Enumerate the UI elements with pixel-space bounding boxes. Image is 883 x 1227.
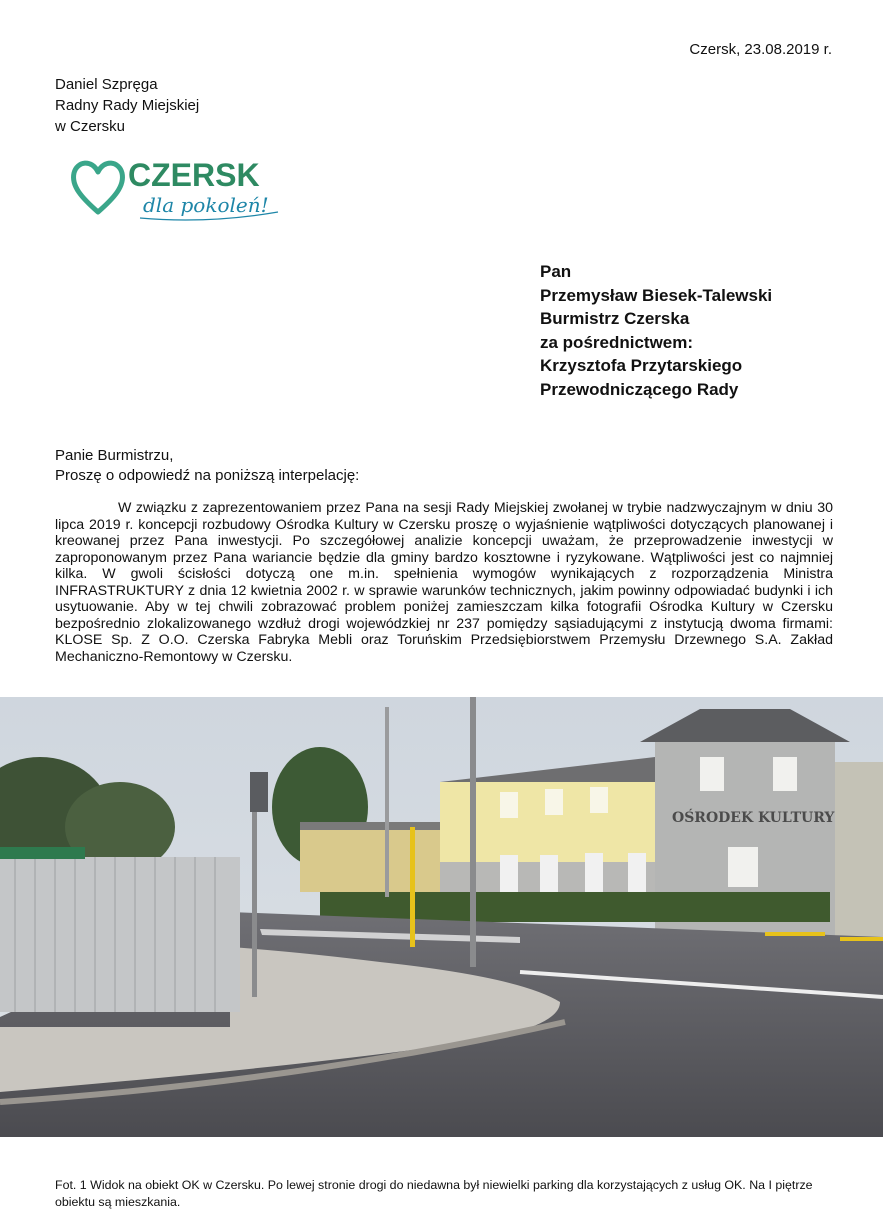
recipient-title: Pan (540, 262, 572, 281)
body-paragraph: W związku z zaprezentowaniem przez Pana na sesji Rady Miejskiej zwołanej w trybie nadzwyczajnym w dniu 30 lipca 2019 r. koncepcji rozbudowy Ośrodka Kultury w Czersku proszę o wyjaśnienie wątpliwości dotyczących planowanej i kreowanej przez Pana inwestycji. Po szczegółowej analizie koncepcji uważam, że przeprowadzenie inwestycji w zaproponowanym przez Pana wariancie będzie dla gminy bardzo kosztowne i ryzykowane. Wątpliwości jest co najmniej kilka. W gwoli ścisłości dotyczą one m.in. spełnienia wymogów wynikających z rozporządzenia Ministra INFRASTRUKTURY z dnia 12 kwietnia 2002 r. w sprawie warunków technicznych, jakim powinny odpowiadać budynki i ich usytuowanie. Aby w tej chwili zobrazować problem poniżej zamieszczam kilka fotografii Ośrodka Kultury w Czersku bezpośrednio zlokalizowanego wzdłuż drogi wojewódzkiej nr 237 pomiędzy sąsiadującymi z instytucją dwoma firmami: KLOSE Sp. Z O.O. Czerska Fabryka Mebli oraz Toruńskim Przedsiębiorstwem Przemysłu Drzewnego S.A. Zakład Mechaniczno-Remontowy w Czersku. (55, 500, 833, 665)
photo-caption: Fot. 1 Widok na obiekt OK w Czersku. Po lewej stronie drogi do niedawna był niewielki parking dla korzystających z usług OK. Na I piętrze obiektu są mieszkania. (55, 1178, 813, 1209)
logo-tagline: dla pokoleń! (143, 193, 269, 217)
recipient-block (540, 260, 772, 401)
recipient-via: za pośrednictwem: (540, 332, 694, 352)
heart-logo-icon (68, 150, 288, 225)
sender-location: w Czersku (55, 118, 126, 135)
recipient-role: Burmistrz Czerska (540, 309, 690, 328)
salutation-greeting: Panie Burmistrzu, (55, 447, 174, 464)
salutation-request: Proszę o odpowiedź na poniższą interpelację: (55, 467, 360, 484)
intermediary-name: Krzysztofa Przytarskiego (540, 356, 743, 375)
building-photo (0, 697, 883, 1137)
letter-body (55, 500, 833, 665)
photo-illustration (0, 697, 883, 1137)
letter-date: Czersk, 23.08.2019 r. (689, 41, 832, 58)
building-sign: OŚRODEK KULTURY (672, 810, 835, 826)
sender-block (55, 74, 199, 137)
sender-name: Daniel Szpręga (55, 76, 158, 93)
recipient-name: Przemysław Biesek-Talewski (540, 285, 773, 305)
logo-name: CZERSK (128, 157, 260, 193)
sender-role: Radny Rady Miejskiej (55, 97, 200, 114)
salutation-block (55, 446, 359, 486)
intermediary-role: Przewodniczącego Rady (540, 379, 739, 399)
czersk-logo (68, 150, 288, 225)
